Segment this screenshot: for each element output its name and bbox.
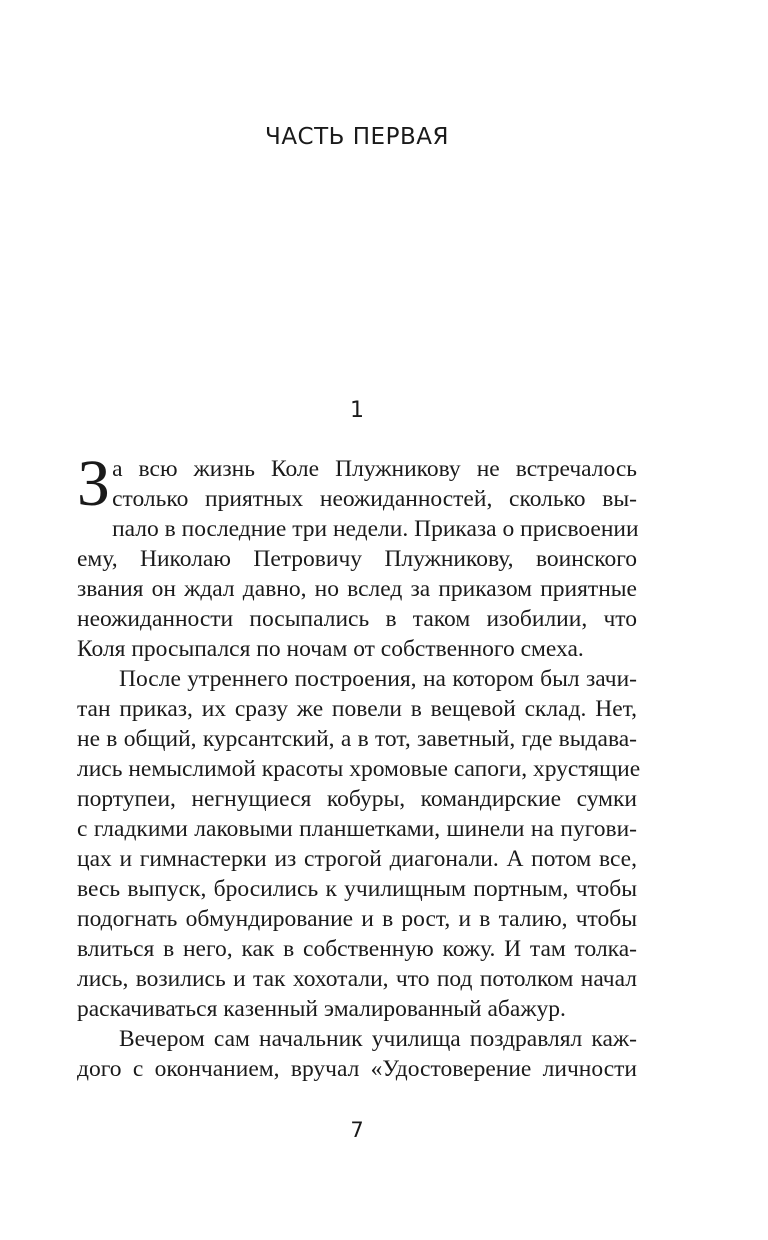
page-number: 7 <box>350 1118 364 1142</box>
part-title: ЧАСТЬ ПЕРВАЯ <box>265 124 449 150</box>
text-line: раскачиваться казенный эмалированный абажур. <box>77 996 566 1022</box>
text-line: подогнать обмундирование и в рост, и в талию, чтобы <box>77 906 637 932</box>
text-line: лись немыслимой красоты хромовые сапоги, хрустящие <box>77 756 641 782</box>
body-text <box>77 447 641 1084</box>
text-line: столько приятных неожиданностей, сколько вы- <box>112 486 637 512</box>
text-line: пало в последние три недели. Приказа о присвоении <box>112 516 639 542</box>
text-line: весь выпуск, бросились к училищным портным, чтобы <box>77 876 637 902</box>
text-line: влиться в него, как в собственную кожу. И там толка- <box>77 936 637 962</box>
text-line: неожиданности посыпались в таком изобилии, что <box>77 606 637 632</box>
chapter-number: 1 <box>350 398 364 423</box>
text-line: Коля просыпался по ночам от собственного смеха. <box>77 636 584 662</box>
text-line: тан приказ, их сразу же повели в вещевой склад. Нет, <box>77 696 637 722</box>
text-line: дого с окончанием, вручал «Удостоверение личности <box>77 1056 637 1082</box>
text-line: цах и гимнастерки из строгой диагонали. А потом все, <box>77 846 637 872</box>
text-line: лись, возились и так хохотали, что под потолком начал <box>77 966 637 992</box>
text-line: а всю жизнь Коле Плужникову не встречалось <box>112 456 637 482</box>
text-line: ему, Николаю Петровичу Плужникову, воинского <box>77 546 637 572</box>
text-line: с гладкими лаковыми планшетками, шинели на пугови- <box>77 816 637 842</box>
text-line: портупеи, негнущиеся кобуры, командирские сумки <box>77 786 637 812</box>
text-line: Вечером сам начальник училища поздравлял каж- <box>119 1026 637 1052</box>
text-line: После утреннего построения, на котором был зачи- <box>119 666 637 692</box>
text-line: звания он ждал давно, но вслед за приказом приятные <box>77 576 637 602</box>
text-line: не в общий, курсантский, а в тот, заветный, где выдава- <box>77 726 637 752</box>
drop-cap: З <box>77 447 111 520</box>
